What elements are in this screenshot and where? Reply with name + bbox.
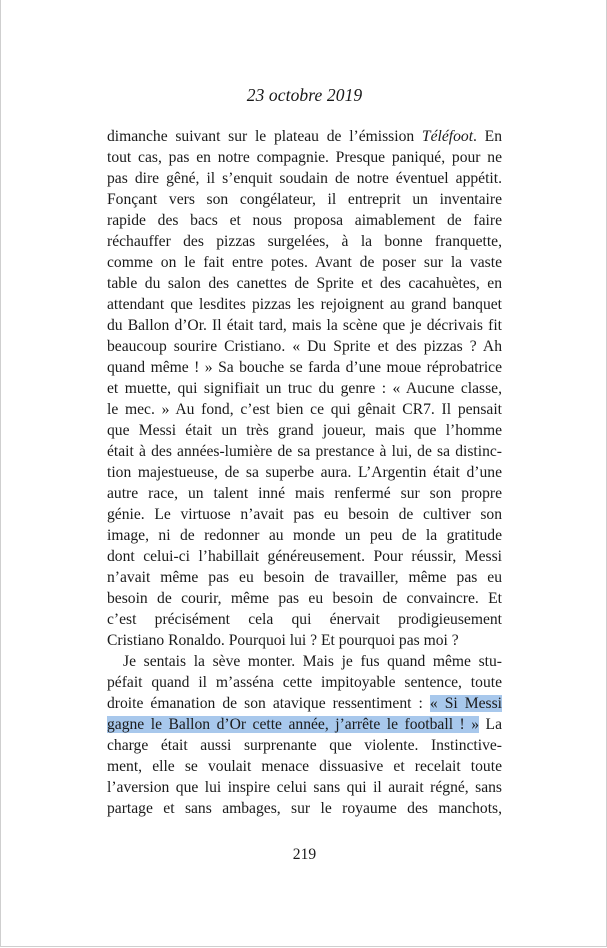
running-header-date: 23 octobre 2019 [246,85,363,105]
show-title: Téléfoot [421,128,474,145]
text-line: Cristiano Ronaldo. Pourquoi lui ? Et pourquoi pas moi ? [107,632,459,649]
text-line: image, ni de redonner au monde un peu de la gratitude [107,527,502,544]
text-line: beaucoup sourire Cristiano. « Du Sprite et des pizzas ? Ah [107,338,502,355]
text-line: partage et sans ambages, sur le royaume des manchots, [107,800,502,817]
text-line: génie. Le virtuose n’avait pas eu besoin de cultiver son [107,506,502,523]
text-line: n’avait même pas eu besoin de travailler, même pas eu [107,569,502,586]
text-selection-highlight[interactable]: « Si Messi [429,695,502,712]
paragraph-start-line: Je sentais la sève monter. Mais je fus quand même stu- [123,653,502,670]
text-line: dont celui-ci l’habillait généreusement. Pour réussir, Messi [107,548,502,565]
text-line: table du salon des canettes de Sprite et des cacahuètes, en [107,275,502,292]
text-line: attendant que lesdites pizzas les rejoignent au grand banquet [107,296,502,313]
text-line: ment, elle se voulait menace dissuasive et recelait toute [107,758,502,775]
page-number: 219 [292,846,317,863]
text-line: dimanche suivant sur le plateau de l’émission Téléfoot. En [107,128,502,145]
text-line: pas dire gêné, il s’enquit soudain de notre éventuel appétit. [107,170,502,187]
text-line: réchauffer des pizzas surgelées, à la bonne franquette, [107,233,502,250]
text-selection-highlight[interactable]: gagne le Ballon d’Or cette année, j’arrête le football ! » [107,716,480,733]
text-line: que Messi était un très grand joueur, mais que l’homme [107,422,502,439]
text-line: et muette, qui signifiait un truc du genre : « Aucune classe, [107,380,502,397]
text-line: du Ballon d’Or. Il était tard, mais la scène que je décrivais fit [107,317,502,334]
text-line: tion majestueuse, de sa superbe aura. L’Argentin était d’une [107,464,502,481]
text-line: charge était aussi surprenante que violente. Instinctive- [107,737,502,754]
text-line: l’aversion que lui inspire celui sans qui il aurait régné, sans [107,779,502,796]
text-line: comme on le fait entre potes. Avant de poser sur la vaste [107,254,502,271]
text-line: autre race, un talent inné mais renfermé sur son propre [107,485,502,502]
text-line: le mec. » Au fond, c’est bien ce qui gênait CR7. Il pensait [107,401,502,418]
text-line: tout cas, pas en notre compagnie. Presque paniqué, pour ne [107,149,502,166]
body-text [107,126,502,819]
text-line: besoin de courir, même pas eu besoin de convaincre. Et [107,590,502,607]
text-line: était à des années-lumière de sa prestance à lui, de sa distinc- [107,443,502,460]
text-line: c’est précisément cela qui énervait prodigieusement [107,611,502,628]
text-line: quand même ! » Sa bouche se farda d’une moue réprobatrice [107,359,502,376]
text-line: droite émanation de son atavique ressentiment : « Si Messi [107,695,502,712]
text-line: péfait quand il m’asséna cette impitoyable sentence, toute [107,674,502,691]
text-line: rapide des bacs et nous proposa aimablement de faire [107,212,502,229]
text-line: Fonçant vers son congélateur, il entreprit un inventaire [107,191,502,208]
text-line: gagne le Ballon d’Or cette année, j’arrête le football ! » La [107,716,502,733]
